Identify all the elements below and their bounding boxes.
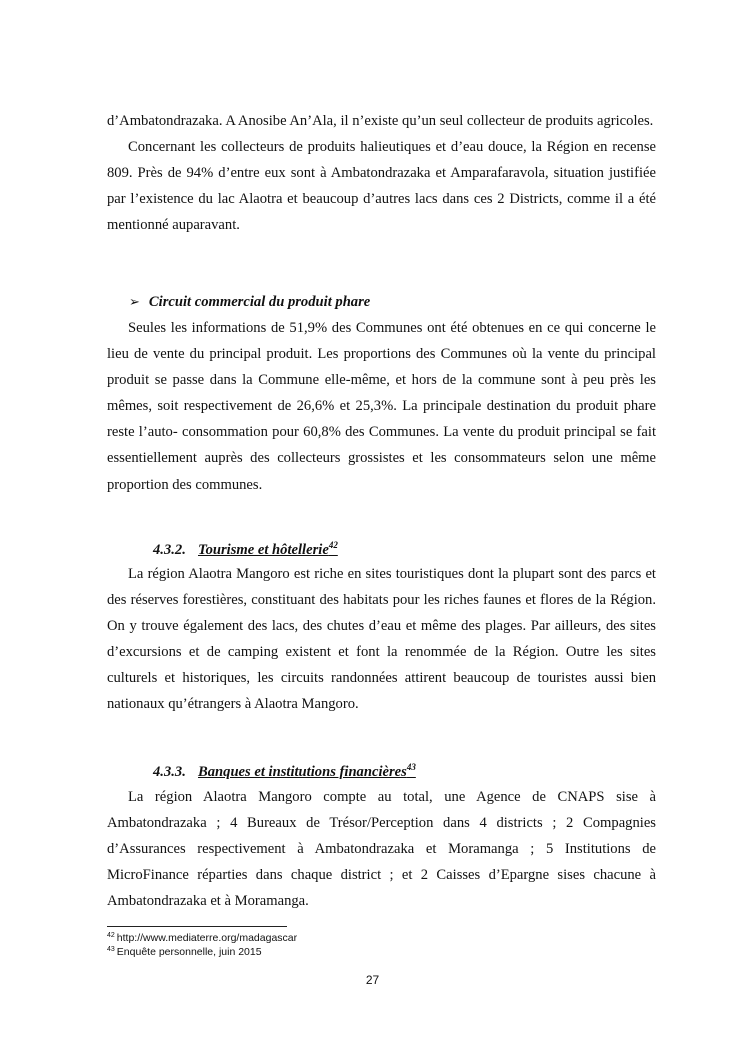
footnote-separator (107, 926, 287, 927)
section-number: 4.3.3. (153, 764, 186, 780)
footnote-link-text[interactable]: http://www.mediaterre.org/madagascar (116, 932, 298, 944)
section-heading-tourisme (153, 539, 338, 561)
paragraph-block-2 (107, 315, 656, 498)
arrow-bullet-icon: ➢ (129, 295, 140, 310)
section-heading-banques (153, 761, 416, 783)
paragraph-block-1 (107, 108, 656, 238)
paragraph-circuit-commercial: Seules les informations de 51,9% des Communes ont été obtenues en ce qui concerne le lieu de vente du principal produit. Les proportions des Communes où la vente du principal produit se passe dans la Commune elle-même, et hors de la commune sont à peu près les mêmes, soit respectivement de 26,6% et 25,3%. La principale destination du produit phare reste l’auto- consommation pour 60,8% des Communes. La vente du produit principal se fait essentiellement auprès des collecteurs grossistes et les consommateurs selon une même proportion des communes. (107, 320, 656, 493)
paragraph-block-3 (107, 561, 656, 718)
section-number: 4.3.2. (153, 542, 186, 558)
footnote-reference: 42 (328, 540, 338, 550)
page-number: 27 (365, 973, 380, 987)
footnote-marker: 43 (107, 945, 115, 953)
section-title (198, 542, 338, 558)
section-title-text: Tourisme et hôtellerie (198, 542, 329, 558)
footnote-43 (107, 946, 297, 960)
footnotes (107, 932, 297, 959)
footnote-42 (107, 932, 297, 946)
section-title-text: Banques et institutions financières (198, 764, 407, 780)
footnote-marker: 42 (107, 932, 115, 939)
paragraph-banques: La région Alaotra Mangoro compte au total, une Agence de CNAPS sise à Ambatondrazaka ; 4 Bureaux de Trésor/Perception dans 4 districts ; 2 Compagnies d’Assurances respectivement à Ambatondrazaka et Moramanga ; 5 Institutions de MicroFinance réparties dans chaque district ; et 2 Caisses d’Epargne sises chacune à Ambatondrazaka et à Moramanga. (107, 789, 656, 910)
footnote-text: Enquête personnelle, juin 2015 (116, 945, 262, 958)
footnote-reference: 43 (406, 762, 416, 772)
paragraph-block-4 (107, 784, 656, 914)
bullet-heading-text: Circuit commercial du produit phare (148, 294, 371, 310)
bullet-heading-circuit-commercial (129, 289, 370, 316)
paragraph-collecteurs-halieutiques: Concernant les collecteurs de produits halieutiques et d’eau douce, la Région en recense 809. Près de 94% d’entre eux sont à Ambatondrazaka et Amparafaravola, situation justifiée par l’existence du lac Alaotra et beaucoup d’autres lacs dans ces 2 Districts, comme il a été mentionné auparavant. (107, 139, 656, 234)
section-title (198, 764, 416, 780)
paragraph-collecteurs-agricoles: d’Ambatondrazaka. A Anosibe An’Ala, il n’existe qu’un seul collecteur de produits agricoles. (107, 113, 654, 129)
paragraph-tourisme: La région Alaotra Mangoro est riche en sites touristiques dont la plupart sont des parcs et des réserves forestières, constituant des habitats pour les riches faunes et flores de la Région. On y trouve également des lacs, des chutes d’eau et même des plages. Par ailleurs, des sites d’excursions et de camping existent et font la renommée de la Région. Outre les sites culturels et historiques, les circuits randonnées attirent beaucoup de touristes aussi bien nationaux qu’étrangers à Alaotra Mangoro. (107, 566, 656, 713)
